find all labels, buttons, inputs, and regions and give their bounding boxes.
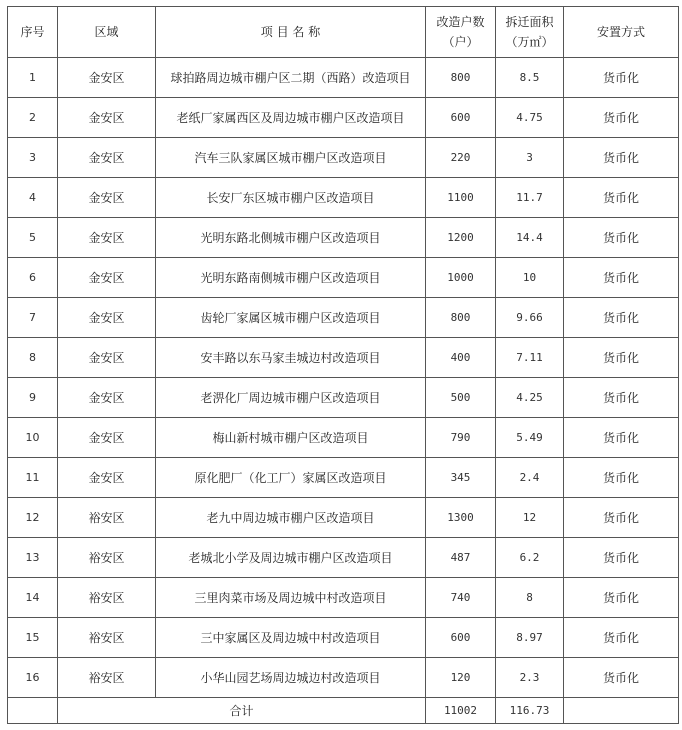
cell-method: 货币化 [564, 378, 679, 418]
table-row [8, 298, 679, 338]
cell-index: 1 [8, 58, 58, 98]
table-row [8, 258, 679, 298]
cell-method: 货币化 [564, 338, 679, 378]
cell-index: 5 [8, 218, 58, 258]
cell-project: 小华山园艺场周边城边村改造项目 [156, 658, 426, 698]
cell-project: 安丰路以东马家圭城边村改造项目 [156, 338, 426, 378]
cell-households: 790 [426, 418, 496, 458]
cell-area: 2.4 [496, 458, 564, 498]
total-area: 116.73 [496, 698, 564, 724]
header-method: 安置方式 [564, 7, 679, 58]
cell-method: 货币化 [564, 538, 679, 578]
cell-project: 老纸厂家属西区及周边城市棚户区改造项目 [156, 98, 426, 138]
cell-area: 4.25 [496, 378, 564, 418]
table-row [8, 58, 679, 98]
cell-district: 金安区 [58, 138, 156, 178]
cell-project: 三中家属区及周边城中村改造项目 [156, 618, 426, 658]
cell-area: 4.75 [496, 98, 564, 138]
cell-index: 4 [8, 178, 58, 218]
cell-index: 13 [8, 538, 58, 578]
table-row [8, 178, 679, 218]
cell-area: 11.7 [496, 178, 564, 218]
cell-district: 裕安区 [58, 658, 156, 698]
cell-index: 8 [8, 338, 58, 378]
cell-households: 1100 [426, 178, 496, 218]
cell-project: 光明东路北侧城市棚户区改造项目 [156, 218, 426, 258]
cell-area: 2.3 [496, 658, 564, 698]
cell-area: 7.11 [496, 338, 564, 378]
header-district: 区域 [58, 7, 156, 58]
cell-district: 裕安区 [58, 498, 156, 538]
cell-index: 6 [8, 258, 58, 298]
table-body [8, 58, 679, 698]
cell-district: 金安区 [58, 378, 156, 418]
cell-households: 120 [426, 658, 496, 698]
cell-method: 货币化 [564, 498, 679, 538]
cell-households: 800 [426, 298, 496, 338]
total-index-cell [8, 698, 58, 724]
cell-method: 货币化 [564, 258, 679, 298]
cell-households: 220 [426, 138, 496, 178]
cell-area: 8.5 [496, 58, 564, 98]
cell-households: 400 [426, 338, 496, 378]
header-households: 改造户数（户） [426, 7, 496, 58]
cell-area: 8 [496, 578, 564, 618]
cell-project: 梅山新村城市棚户区改造项目 [156, 418, 426, 458]
cell-area: 5.49 [496, 418, 564, 458]
cell-index: 14 [8, 578, 58, 618]
header-index: 序号 [8, 7, 58, 58]
cell-district: 金安区 [58, 58, 156, 98]
cell-households: 600 [426, 618, 496, 658]
cell-area: 3 [496, 138, 564, 178]
cell-district: 裕安区 [58, 618, 156, 658]
cell-index: 11 [8, 458, 58, 498]
table-row [8, 378, 679, 418]
cell-households: 345 [426, 458, 496, 498]
cell-method: 货币化 [564, 458, 679, 498]
total-row [8, 698, 679, 724]
cell-households: 800 [426, 58, 496, 98]
cell-project: 三里肉菜市场及周边城中村改造项目 [156, 578, 426, 618]
total-label: 合计 [58, 698, 426, 724]
cell-area: 12 [496, 498, 564, 538]
cell-district: 金安区 [58, 458, 156, 498]
cell-project: 长安厂东区城市棚户区改造项目 [156, 178, 426, 218]
cell-method: 货币化 [564, 58, 679, 98]
cell-method: 货币化 [564, 98, 679, 138]
cell-district: 裕安区 [58, 578, 156, 618]
cell-method: 货币化 [564, 178, 679, 218]
cell-index: 3 [8, 138, 58, 178]
total-method-cell [564, 698, 679, 724]
table-row [8, 218, 679, 258]
cell-district: 金安区 [58, 418, 156, 458]
cell-index: 16 [8, 658, 58, 698]
cell-index: 15 [8, 618, 58, 658]
cell-index: 7 [8, 298, 58, 338]
cell-project: 老城北小学及周边城市棚户区改造项目 [156, 538, 426, 578]
cell-project: 原化肥厂（化工厂）家属区改造项目 [156, 458, 426, 498]
cell-households: 1300 [426, 498, 496, 538]
cell-method: 货币化 [564, 218, 679, 258]
cell-area: 10 [496, 258, 564, 298]
cell-households: 1000 [426, 258, 496, 298]
cell-method: 货币化 [564, 618, 679, 658]
table-row [8, 458, 679, 498]
cell-index: 2 [8, 98, 58, 138]
table-row [8, 658, 679, 698]
cell-area: 8.97 [496, 618, 564, 658]
table-row [8, 98, 679, 138]
cell-area: 6.2 [496, 538, 564, 578]
cell-method: 货币化 [564, 418, 679, 458]
cell-method: 货币化 [564, 658, 679, 698]
cell-area: 14.4 [496, 218, 564, 258]
cell-project: 老淠化厂周边城市棚户区改造项目 [156, 378, 426, 418]
header-row [8, 7, 679, 58]
cell-index: 12 [8, 498, 58, 538]
cell-project: 老九中周边城市棚户区改造项目 [156, 498, 426, 538]
cell-households: 487 [426, 538, 496, 578]
cell-index: 10 [8, 418, 58, 458]
cell-project: 球拍路周边城市棚户区二期（西路）改造项目 [156, 58, 426, 98]
cell-households: 1200 [426, 218, 496, 258]
cell-project: 齿轮厂家属区城市棚户区改造项目 [156, 298, 426, 338]
cell-district: 金安区 [58, 338, 156, 378]
cell-area: 9.66 [496, 298, 564, 338]
project-table [7, 6, 679, 724]
cell-households: 600 [426, 98, 496, 138]
cell-district: 金安区 [58, 218, 156, 258]
cell-district: 金安区 [58, 178, 156, 218]
table-row [8, 618, 679, 658]
cell-method: 货币化 [564, 138, 679, 178]
cell-method: 货币化 [564, 578, 679, 618]
table-row [8, 538, 679, 578]
table-row [8, 418, 679, 458]
table-row [8, 338, 679, 378]
header-project: 项 目 名 称 [156, 7, 426, 58]
cell-method: 货币化 [564, 298, 679, 338]
cell-district: 裕安区 [58, 538, 156, 578]
table-row [8, 578, 679, 618]
cell-district: 金安区 [58, 258, 156, 298]
cell-households: 740 [426, 578, 496, 618]
table-row [8, 138, 679, 178]
cell-index: 9 [8, 378, 58, 418]
table-row [8, 498, 679, 538]
cell-district: 金安区 [58, 298, 156, 338]
cell-project: 汽车三队家属区城市棚户区改造项目 [156, 138, 426, 178]
total-households: 11002 [426, 698, 496, 724]
cell-district: 金安区 [58, 98, 156, 138]
header-area: 拆迁面积（万㎡） [496, 7, 564, 58]
cell-households: 500 [426, 378, 496, 418]
cell-project: 光明东路南侧城市棚户区改造项目 [156, 258, 426, 298]
